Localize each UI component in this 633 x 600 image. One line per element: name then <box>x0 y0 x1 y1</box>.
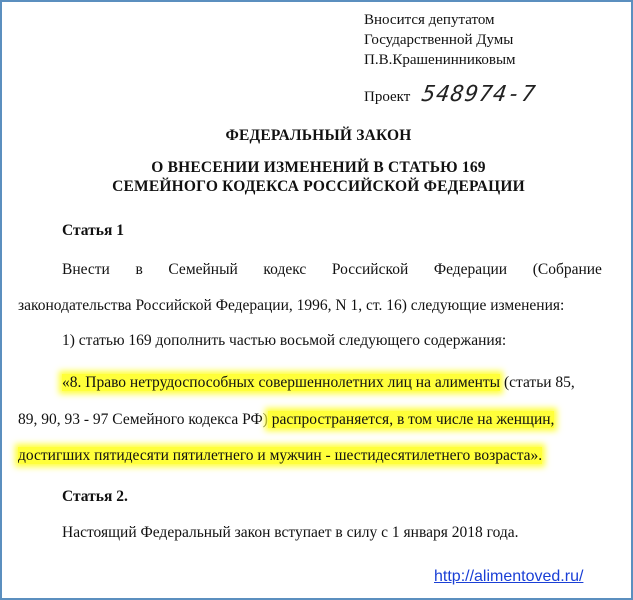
p1-word: Внести <box>62 261 110 278</box>
quote-highlight: достигших пятидесяти пятилетнего и мужчин - шестидесятилетнего возраста». <box>18 447 543 464</box>
article1-p1-line2: законодательства Российской Федерации, 1996, N 1, ст. 16) следующие изменения: <box>18 297 565 314</box>
quote-text: 89, 90, 93 - 97 Семейного кодекса РФ) <box>18 411 268 428</box>
quote-line-2 <box>18 411 554 429</box>
p1-word: (Собрание <box>532 261 602 278</box>
intro-line-2: Государственной Думы <box>364 32 514 48</box>
p1-word: кодекс <box>263 261 307 278</box>
quote-text: (статьи 85, <box>500 374 575 391</box>
article1-heading: Статья 1 <box>62 222 124 239</box>
intro-line-1: Вносится депутатом <box>364 12 495 28</box>
article2-heading: Статья 2. <box>62 488 128 505</box>
quote-line-1 <box>62 374 575 392</box>
site-link[interactable]: http://alimentoved.ru/ <box>434 568 584 585</box>
p1-word: Семейный <box>168 261 238 278</box>
project-block <box>364 82 539 107</box>
law-title-line-2: СЕМЕЙНОГО КОДЕКСА РОССИЙСКОЙ ФЕДЕРАЦИИ <box>112 178 525 195</box>
article1-p2: 1) статью 169 дополнить частью восьмой следующего содержания: <box>62 332 507 349</box>
p1-word: Российской <box>331 261 409 278</box>
p1-word: в <box>135 261 143 278</box>
quote-highlight: распространяется, в том числе на женщин, <box>267 411 555 428</box>
project-number: 548974-7 <box>420 82 539 107</box>
intro-line-3: П.В.Крашенинниковым <box>364 52 516 68</box>
law-title-line-1: О ВНЕСЕНИИ ИЗМЕНЕНИЙ В СТАТЬЮ 169 <box>151 159 486 176</box>
article1-p1-line1 <box>62 261 602 279</box>
law-type: ФЕДЕРАЛЬНЫЙ ЗАКОН <box>225 127 412 144</box>
article2-text: Настоящий Федеральный закон вступает в силу с 1 января 2018 года. <box>62 524 519 541</box>
project-label: Проект <box>364 89 411 105</box>
quote-line-3 <box>18 447 542 465</box>
p1-word: Федерации <box>433 261 508 278</box>
quote-highlight: «8. Право нетрудоспособных совершеннолетних лиц на алименты <box>62 374 501 391</box>
